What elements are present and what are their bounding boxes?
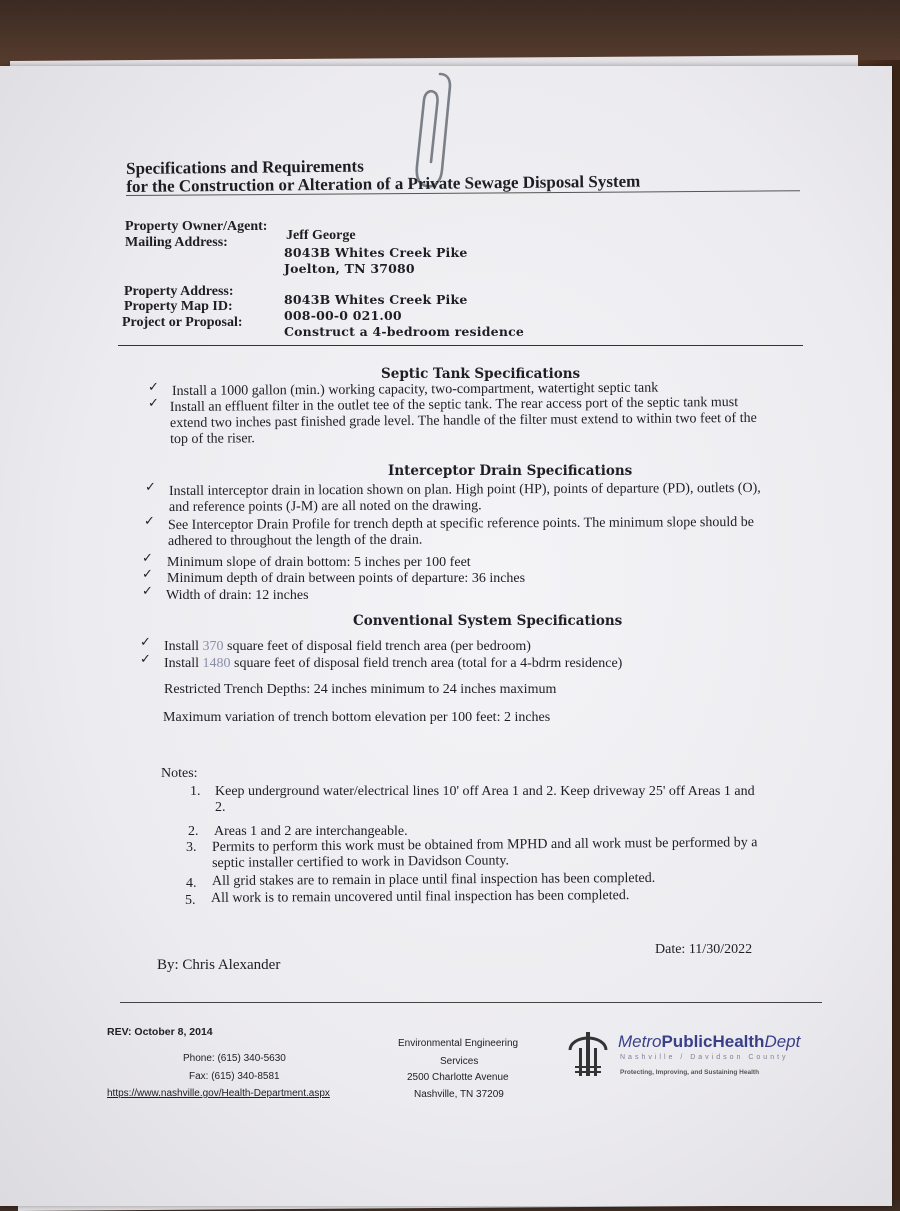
- logo-metro: Metro: [618, 1032, 662, 1051]
- check-icon: ✓: [140, 635, 151, 650]
- max-variation: Maximum variation of trench bottom elevation per 100 feet: 2 inches: [163, 710, 551, 725]
- owner-value: Jeff George: [286, 228, 356, 243]
- note-number: 5.: [185, 893, 196, 908]
- note-number: 1.: [190, 784, 201, 799]
- logo-subtitle: Nashville / Davidson County: [620, 1054, 789, 1061]
- note-4: [212, 871, 655, 890]
- line: All grid stakes are to remain in place until final inspection has been completed.: [211, 870, 656, 889]
- note-3: [212, 835, 758, 872]
- department-link[interactable]: [107, 1088, 330, 1099]
- title-line-2: for the Construction or Alteration of a Private Sewage Disposal System: [126, 171, 641, 196]
- logo-wordmark: [618, 1032, 800, 1052]
- line: Width of drain: 12 inches: [166, 588, 309, 603]
- interceptor-heading: Interceptor Drain Specifications: [388, 463, 633, 479]
- conventional-item-2: [164, 656, 622, 672]
- check-icon: ✓: [142, 584, 153, 599]
- septic-item-2: [170, 395, 757, 448]
- notes-label: Notes:: [161, 766, 198, 781]
- revision-date: REV: October 8, 2014: [107, 1026, 213, 1038]
- line: Areas 1 and 2 are interchangeable.: [214, 824, 408, 839]
- department-url[interactable]: https://www.nashville.gov/Health-Department.aspx: [107, 1088, 330, 1099]
- project-label: Project or Proposal:: [122, 315, 243, 330]
- title-line-1: Specifications and Requirements: [125, 156, 364, 178]
- note-number: 4.: [186, 876, 197, 891]
- mailing-label: Mailing Address:: [125, 235, 228, 250]
- total-area-value: 1480: [202, 656, 231, 671]
- line: extend two inches past finished grade level. The handle of the filter must extend to within two feet of the: [169, 410, 757, 431]
- check-icon: ✓: [144, 514, 155, 529]
- by-signature: By: Chris Alexander: [157, 957, 281, 973]
- line: Install an effluent filter in the outlet tee of the septic tank. The rear access port of the septic tank must: [169, 395, 739, 416]
- dept-name-line-1: Environmental Engineering: [398, 1038, 519, 1049]
- property-address-value: 8043B Whites Creek Pike: [284, 292, 468, 307]
- check-icon: ✓: [148, 380, 159, 395]
- line: Minimum depth of drain between points of departure: 36 inches: [167, 571, 526, 586]
- fax-number: Fax: (615) 340-8581: [189, 1071, 280, 1082]
- document-title: [126, 155, 640, 196]
- interceptor-item-5: [166, 588, 309, 604]
- line: Install a 1000 gallon (min.) working capacity, two-compartment, watertight septic tank: [171, 380, 659, 399]
- mailing-line-2: Joelton, TN 37080: [284, 261, 415, 276]
- line: Keep underground water/electrical lines 10' off Area 1 and 2. Keep driveway 25' off Areas 1 and: [215, 784, 755, 799]
- check-icon: ✓: [145, 480, 156, 495]
- dept-name-line-2: Services: [440, 1056, 479, 1067]
- line: All work is to remain uncovered until final inspection has been completed.: [210, 888, 630, 906]
- interceptor-item-1: [169, 481, 761, 516]
- restricted-trench-depths: Restricted Trench Depths: 24 inches minimum to 24 inches maximum: [164, 682, 557, 697]
- owner-label: Property Owner/Agent:: [125, 219, 268, 234]
- logo-public: Public: [661, 1032, 713, 1051]
- per-bedroom-area-value: 370: [202, 639, 224, 654]
- note-number: 3.: [186, 840, 197, 855]
- text: Install: [164, 639, 203, 654]
- property-address-label: Property Address:: [124, 284, 234, 299]
- septic-heading: Septic Tank Specifications: [381, 366, 581, 382]
- line: top of the riser.: [170, 431, 255, 447]
- line: 2.: [215, 800, 226, 815]
- check-icon: ✓: [140, 652, 151, 667]
- metro-health-logo-icon: [566, 1030, 610, 1078]
- interceptor-item-2: [168, 515, 754, 550]
- line: Install interceptor drain in location shown on plan. High point (HP), points of departure (PD), outlets (O),: [168, 480, 761, 499]
- check-icon: ✓: [142, 567, 153, 582]
- project-value: Construct a 4-bedroom residence: [284, 324, 525, 339]
- line: Minimum slope of drain bottom: 5 inches per 100 feet: [167, 555, 471, 570]
- line: and reference points (J-M) are all noted on the drawing.: [169, 498, 482, 515]
- note-1: [215, 784, 755, 816]
- text: Install: [164, 656, 203, 671]
- map-id-label: Property Map ID:: [124, 299, 233, 314]
- line: Permits to perform this work must be obtained from MPHD and all work must be performed by a: [211, 835, 758, 856]
- note-number: 2.: [188, 824, 199, 839]
- address-line-2: Nashville, TN 37209: [414, 1089, 504, 1100]
- logo-tagline: Protecting, Improving, and Sustaining Health: [620, 1069, 760, 1076]
- conventional-item-1: [164, 639, 531, 655]
- footer-divider: [120, 1002, 822, 1003]
- interceptor-item-3: [167, 555, 471, 571]
- text: square feet of disposal field trench area (per bedroom): [223, 639, 531, 654]
- line: septic installer certified to work in Davidson County.: [212, 853, 510, 871]
- line: See Interceptor Drain Profile for trench depth at specific reference points. The minimum slope should be: [167, 514, 754, 533]
- text: square feet of disposal field trench area (total for a 4-bdrm residence): [230, 656, 623, 671]
- date-text: Date: 11/30/2022: [655, 942, 753, 957]
- conventional-heading: Conventional System Specifications: [353, 613, 623, 629]
- line: adhered to throughout the length of the drain.: [168, 532, 423, 549]
- logo-health: Health: [712, 1032, 765, 1051]
- logo-dept: Dept: [764, 1032, 801, 1051]
- interceptor-item-4: [167, 571, 525, 587]
- header-divider: [118, 345, 803, 346]
- note-5: [211, 888, 629, 907]
- mailing-line-1: 8043B Whites Creek Pike: [284, 245, 468, 260]
- map-id-value: 008-00-0 021.00: [284, 308, 402, 323]
- phone-number: Phone: (615) 340-5630: [183, 1053, 286, 1064]
- check-icon: ✓: [142, 551, 153, 566]
- address-line-1: 2500 Charlotte Avenue: [407, 1072, 509, 1083]
- check-icon: ✓: [148, 396, 159, 411]
